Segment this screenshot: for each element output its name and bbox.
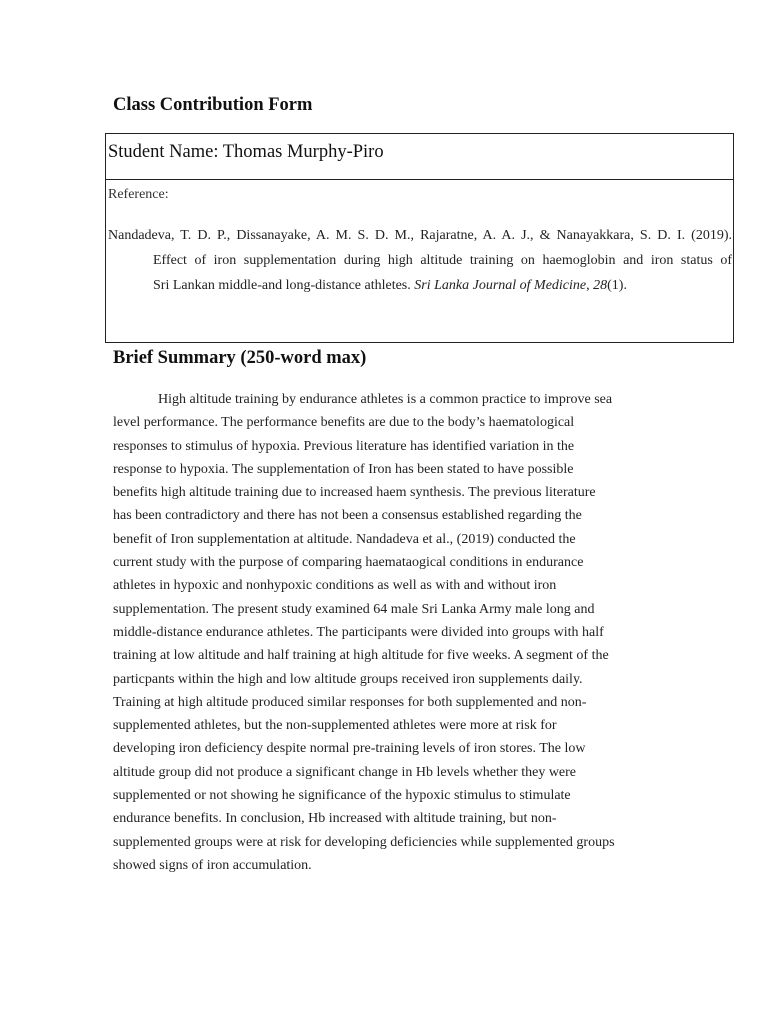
citation-title: Effect of iron supplementation during high altitude training on haemoglobin and iron status of xyxy=(153,253,732,268)
summary-heading: Brief Summary (250-word max) xyxy=(113,348,367,368)
summary-line: training at low altitude and half training at high altitude for five weeks. A segment of the xyxy=(113,648,609,664)
summary-line: supplemented athletes, but the non-supplemented athletes were more at risk for xyxy=(113,718,557,734)
citation-authors: Nandadeva, T. D. P., Dissanayake, A. M. S. D. M., Rajaratne, A. A. J., & Nanayakkara, S. D. I. (2019). xyxy=(108,228,732,243)
summary-line: has been contradictory and there has not been a consensus established regarding the xyxy=(113,508,582,524)
summary-line: benefits high altitude training due to increased haem synthesis. The previous literature xyxy=(113,485,596,501)
citation-title-end: Sri Lankan middle-and long-distance athletes. xyxy=(153,278,415,293)
reference-label: Reference: xyxy=(108,187,169,202)
summary-paragraph xyxy=(113,388,653,877)
summary-line: showed signs of iron accumulation. xyxy=(113,857,312,873)
summary-line: altitude group did not produce a significant change in Hb levels whether they were xyxy=(113,764,577,780)
journal-name: Sri Lanka Journal of Medicine xyxy=(414,278,587,293)
journal-volume: 28 xyxy=(593,278,608,293)
summary-line: particpants within the high and low altitude groups received iron supplements daily. xyxy=(113,671,583,687)
summary-line: benefit of Iron supplementation at altitude. Nandadeva et al., (2019) conducted the xyxy=(113,531,576,547)
summary-line: middle-distance endurance athletes. The participants were divided into groups with half xyxy=(113,624,604,640)
summary-line: supplemented or not showing he significance of the hypoxic stimulus to stimulate xyxy=(113,788,571,804)
reference-citation xyxy=(108,223,732,298)
summary-line: athletes in hypoxic and nonhypoxic conditions as well as with and without iron xyxy=(113,578,557,594)
summary-line: Training at high altitude produced similar responses for both supplemented and non- xyxy=(113,694,587,710)
form-title: Class Contribution Form xyxy=(113,95,313,115)
summary-line: developing iron deficiency despite normal pre-training levels of iron stores. The low xyxy=(113,741,586,757)
student-name: Student Name: Thomas Murphy-Piro xyxy=(106,134,733,180)
summary-line: supplementation. The present study examined 64 male Sri Lanka Army male long and xyxy=(113,601,595,617)
reference-table xyxy=(105,133,734,343)
citation-source xyxy=(108,273,732,298)
summary-line: endurance benefits. In conclusion, Hb increased with altitude training, but non- xyxy=(113,811,557,827)
summary-line: supplemented groups were at risk for developing deficiencies while supplemented groups xyxy=(113,834,615,850)
summary-line: response to hypoxia. The supplementation of Iron has been stated to have possible xyxy=(113,461,574,477)
summary-line: level performance. The performance benefits are due to the body’s haematological xyxy=(113,415,575,431)
summary-line: current study with the purpose of comparing haemataogical conditions in endurance xyxy=(113,555,584,571)
journal-issue: (1). xyxy=(607,278,627,293)
citation-comma: , xyxy=(586,278,594,293)
summary-line: responses to stimulus of hypoxia. Previous literature has identified variation in the xyxy=(113,438,575,454)
summary-line: High altitude training by endurance athletes is a common practice to improve sea xyxy=(158,392,613,407)
